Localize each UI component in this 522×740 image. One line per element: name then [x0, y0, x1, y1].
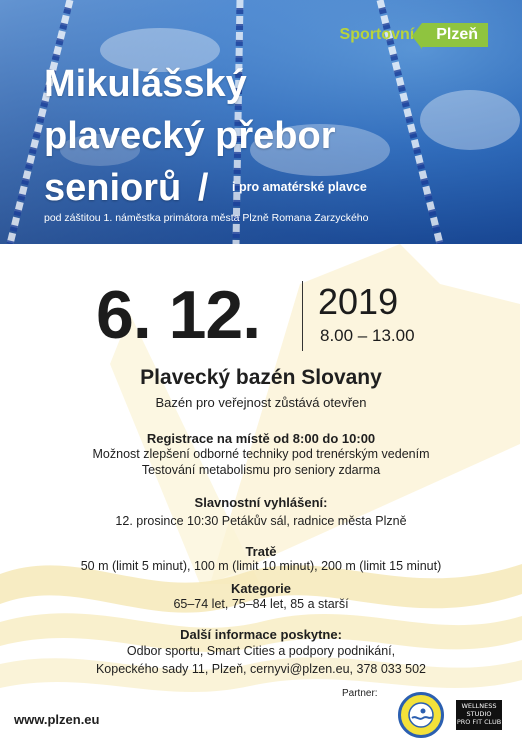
info-heading: Další informace poskytne: [180, 627, 342, 642]
venue-note: Bazén pro veřejnost zůstává otevřen [155, 395, 367, 410]
wellness-line-3: PRO FIT CLUB [456, 718, 502, 726]
hero-banner [0, 0, 522, 244]
date-divider [302, 281, 303, 351]
sportovni-plzen-logo [340, 22, 488, 48]
venue-name: Plavecký bazén Slovany [140, 366, 382, 389]
title-slash: / [197, 167, 209, 209]
patronage-line: pod záštitou 1. náměstka primátora města Plzně Romana Zarzyckého [44, 212, 369, 224]
swim-club-logo [398, 692, 444, 738]
event-year: 2019 [318, 281, 399, 322]
website-link[interactable]: www.plzen.eu [14, 712, 100, 727]
tracks-line: 50 m (limit 5 minut), 100 m (limit 10 minut), 200 m (limit 15 minut) [80, 559, 442, 573]
info-line-1: Odbor sportu, Smart Cities a podpory podnikání, [126, 644, 396, 658]
event-date: 6. 12. [96, 277, 261, 353]
ceremony-heading: Slavnostní vyhlášení: [194, 495, 328, 510]
registration-heading: Registrace na místě od 8:00 do 10:00 [146, 431, 376, 446]
registration-line-1: Možnost zlepšení odborné techniky pod trenérským vedením [92, 447, 430, 461]
ceremony-line: 12. prosince 10:30 Petákův sál, radnice města Plzně [115, 514, 407, 528]
title-line-3: seniorů [44, 167, 182, 209]
partner-label: Partner: [342, 688, 378, 699]
logo-text-right: Plzeň [422, 23, 488, 47]
event-time: 8.00 – 13.00 [320, 326, 415, 345]
registration-line-2: Testování metabolismu pro seniory zdarma [141, 463, 381, 477]
info-line-2: Kopeckého sady 11, Plzeň, cernyvi@plzen.eu, 378 033 502 [95, 662, 427, 676]
event-subtitle: i pro amatérské plavce [232, 180, 367, 194]
categories-heading: Kategorie [231, 581, 291, 596]
title-line-2: plavecký přebor [44, 115, 336, 157]
wellness-studio-logo [456, 700, 502, 730]
logo-text-left: Sportovní [339, 26, 415, 43]
title-line-1: Mikulášský [44, 63, 247, 105]
categories-line: 65–74 let, 75–84 let, 85 a starší [173, 597, 349, 611]
wellness-line-2: STUDIO [466, 710, 492, 718]
tracks-heading: Tratě [245, 544, 277, 559]
wellness-line-1: WELLNESS [461, 702, 497, 710]
swimmer-icon [401, 695, 441, 735]
